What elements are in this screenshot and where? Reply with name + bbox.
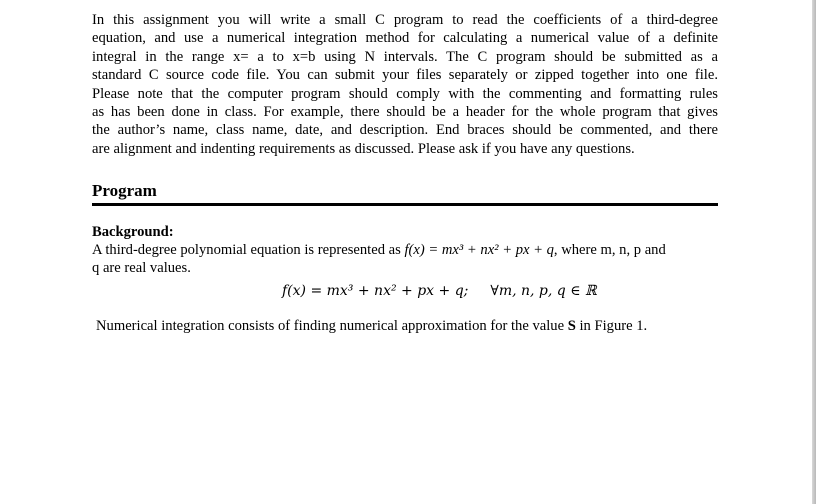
closing-text-after: in Figure 1. (575, 318, 648, 334)
polynomial-inline-formula: f(x) = mx³ + nx² + px + q (404, 242, 554, 258)
background-title: Background: (92, 224, 174, 240)
equation-lhs: f(x) = mx³ + nx² + px + q; (282, 283, 469, 299)
closing-bold-symbol: S (567, 318, 576, 334)
intro-text (92, 11, 718, 158)
background-line-1-suffix: , where m, n, p and (553, 242, 666, 258)
intro-paragraph (92, 11, 718, 158)
section-heading-program: Program (92, 180, 718, 206)
page-scrollbar-edge (812, 0, 816, 504)
intro-line: integral in the range x= a to x=b using N intervals. The C program should be submitted as a (92, 48, 718, 65)
closing-text-before: Numerical integration consists of finding numerical approximation for the value (96, 318, 568, 334)
closing-sentence (96, 317, 647, 335)
intro-line: equation, and use a numerical integration method for calculating a numerical value of a definite (92, 30, 718, 47)
intro-line: as has been done in class. For example, there should be a header for the whole program that gives (92, 104, 718, 121)
background-line-2: q are real values. (92, 260, 191, 276)
background-line-1-prefix: A third-degree polynomial equation is represented as (92, 242, 405, 258)
intro-line: the author’s name, class name, date, and description. End braces should be commented, and there (92, 122, 718, 139)
intro-line: Please note that the computer program should comply with the commenting and formatting rules (92, 85, 718, 102)
intro-line: are alignment and indenting requirements as discussed. Please ask if you have any questions. (92, 140, 635, 157)
intro-line: standard C source code file. You can submit your files separately or zipped together into one file. (92, 67, 718, 84)
background-line-1 (92, 241, 718, 259)
equation-quantifier: ∀m, n, p, q ∈ ℝ (490, 283, 597, 299)
polynomial-equation (282, 281, 597, 301)
intro-line: In this assignment you will write a small C program to read the coefficients of a third-degree (92, 12, 718, 28)
